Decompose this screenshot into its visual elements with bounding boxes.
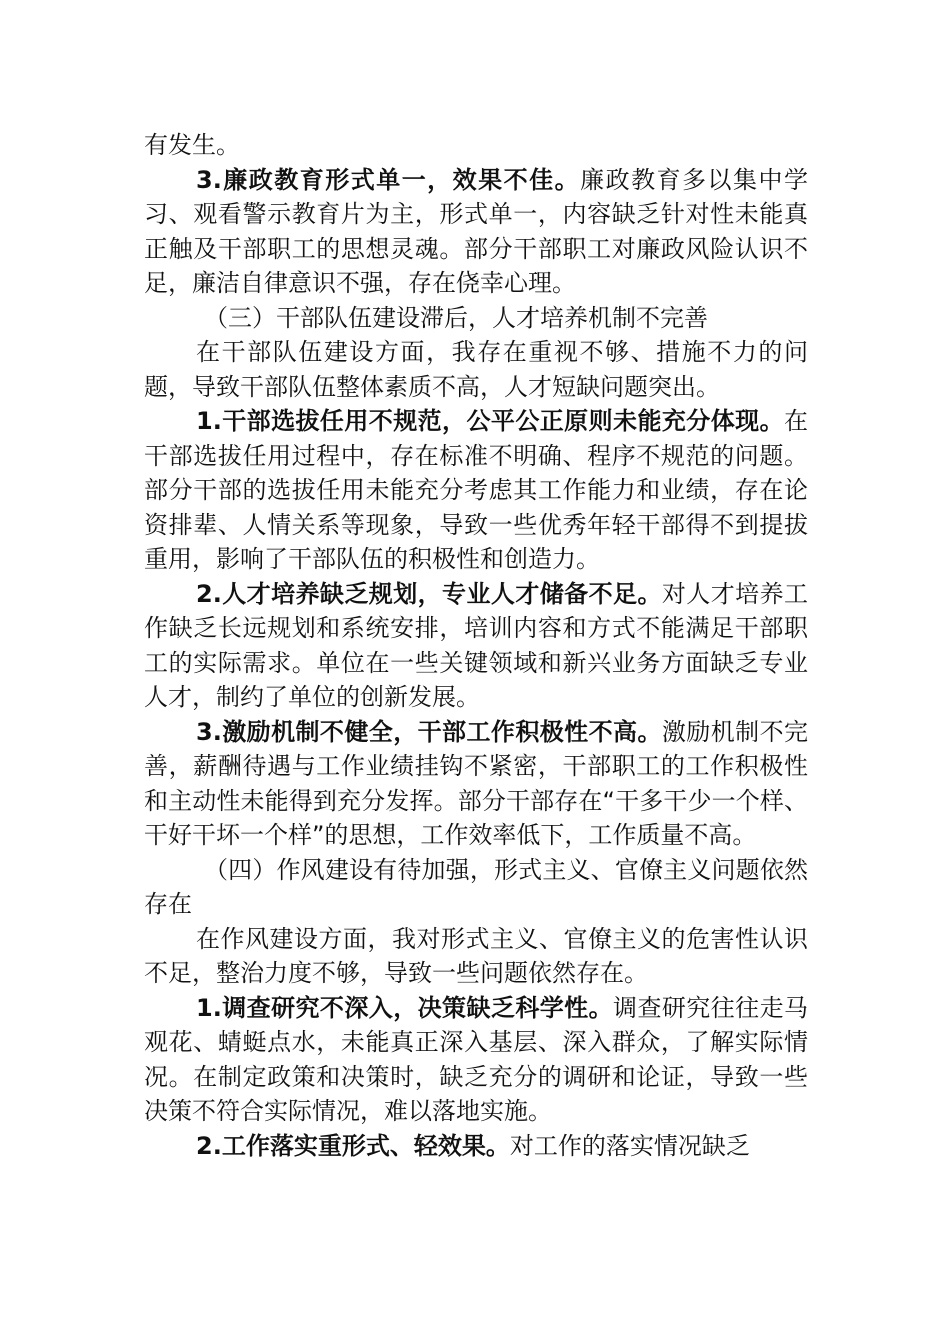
section-heading-3 (144, 301, 808, 336)
paragraph-incentive-mechanism (144, 715, 808, 853)
paragraph-text: 廉政教育多以集中学习、观看警示教育片为主，形式单一，内容缺乏针对性未能真正触及干部职工的思想灵魂。部分干部职工对廉政风险认识不足，廉洁自律意识不强，存在侥幸心理。 (144, 165, 808, 297)
paragraph-talent-training (144, 577, 808, 715)
document-page (144, 128, 808, 1163)
paragraph-text: 激励机制不完善，薪酬待遇与工作业绩挂钩不紧密，干部职工的工作积极性和主动性未能得到充分发挥。部分干部存在“干多干少一个样、干好干坏一个样”的思想，工作效率低下，工作质量不高。 (144, 717, 808, 849)
paragraph-continuation (144, 128, 808, 163)
section-heading-text: （四）作风建设有待加强，形式主义、官僚主义问题依然存在 (144, 855, 808, 918)
paragraph-text: 在作风建设方面，我对形式主义、官僚主义的危害性认识不足，整治力度不够，导致一些问题依然存在。 (144, 924, 808, 987)
paragraph-text: 在干部选拔任用过程中，存在标准不明确、程序不规范的问题。部分干部的选拔任用未能充分考虑其工作能力和业绩，存在论资排辈、人情关系等现象，导致一些优秀年轻干部得不到提拔重用，影响了干部队伍的积极性和创造力。 (144, 407, 808, 573)
paragraph-bold-lead: 2.人才培养缺乏规划，专业人才储备不足。 (196, 579, 662, 608)
paragraph-text: 调查研究往往走马观花、蜻蜓点水，未能真正深入基层、深入群众，了解实际情况。在制定政策和决策时，缺乏充分的调研和论证，导致一些决策不符合实际情况，难以落地实施。 (144, 993, 808, 1125)
paragraph-style-intro (144, 922, 808, 991)
paragraph-research (144, 991, 808, 1129)
paragraph-cadre-selection (144, 404, 808, 577)
paragraph-bold-lead: 2.工作落实重形式、轻效果。 (196, 1131, 510, 1160)
paragraph-text: 有发生。 (144, 131, 240, 159)
paragraph-bold-lead: 3.廉政教育形式单一，效果不佳。 (196, 165, 581, 194)
paragraph-work-implementation (144, 1129, 808, 1164)
section-heading-text: （三）干部队伍建设滞后，人才培养机制不完善 (204, 303, 708, 332)
paragraph-text: 对人才培养工作缺乏长远规划和系统安排，培训内容和方式不能满足干部职工的实际需求。单位在一些关键领域和新兴业务方面缺乏专业人才，制约了单位的创新发展。 (144, 579, 808, 711)
section-heading-4 (144, 853, 808, 922)
paragraph-text: 在干部队伍建设方面，我存在重视不够、措施不力的问题，导致干部队伍整体素质不高，人才短缺问题突出。 (144, 338, 808, 401)
paragraph-bold-lead: 3.激励机制不健全，干部工作积极性不高。 (196, 717, 662, 746)
paragraph-bold-lead: 1.调查研究不深入，决策缺乏科学性。 (196, 993, 614, 1022)
paragraph-cadre-intro (144, 335, 808, 404)
paragraph-bold-lead: 1.干部选拔任用不规范，公平公正原则未能充分体现。 (196, 407, 784, 435)
paragraph-integrity-education (144, 163, 808, 301)
paragraph-text: 对工作的落实情况缺乏 (509, 1131, 750, 1160)
